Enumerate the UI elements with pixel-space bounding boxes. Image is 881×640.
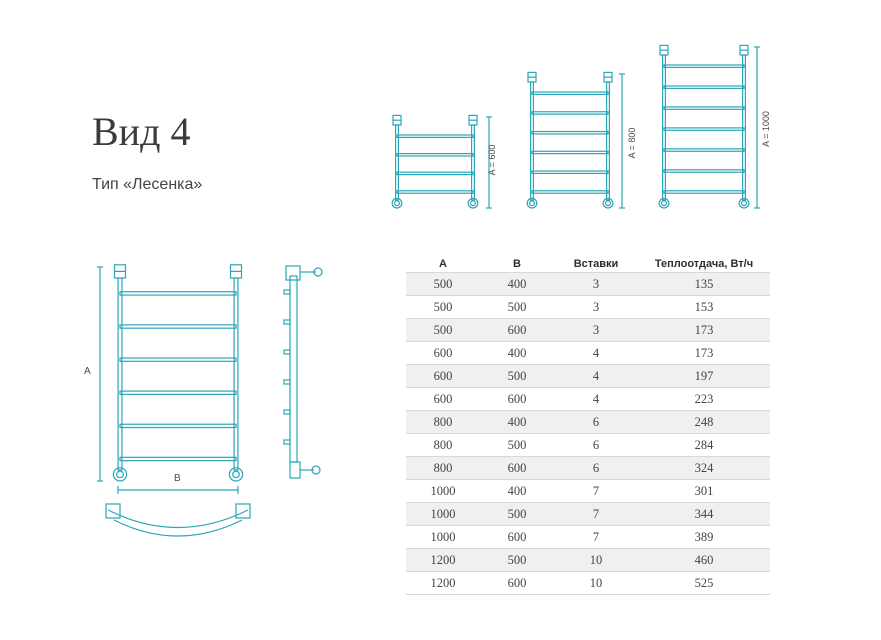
cell-heat-output: 135 — [638, 273, 770, 296]
cell-heat-output: 197 — [638, 365, 770, 388]
cell-heat-output: 173 — [638, 342, 770, 365]
rail-post — [234, 278, 238, 470]
cell-inserts: 7 — [554, 526, 638, 549]
rail-rung — [664, 107, 744, 109]
cell-inserts: 7 — [554, 503, 638, 526]
bottom-fitting — [106, 504, 120, 518]
side-rung-stub — [284, 440, 290, 444]
cell-b: 600 — [480, 457, 554, 480]
cell-heat-output: 284 — [638, 434, 770, 457]
rail-rung — [532, 171, 608, 173]
cell-inserts: 4 — [554, 388, 638, 411]
dim-label-800: A = 800 — [627, 127, 637, 159]
table-row — [406, 411, 770, 434]
cell-a: 600 — [406, 388, 480, 411]
rail-rung — [664, 170, 744, 172]
cell-heat-output: 460 — [638, 549, 770, 572]
cell-inserts: 3 — [554, 273, 638, 296]
side-rung-stub — [284, 320, 290, 324]
cell-inserts: 7 — [554, 480, 638, 503]
rail-rung — [664, 86, 744, 88]
cell-b: 400 — [480, 273, 554, 296]
table-row — [406, 434, 770, 457]
dim-label-600: A = 600 — [487, 144, 497, 176]
side-bottom — [290, 462, 300, 478]
rail-rung — [120, 457, 236, 460]
rail-rung — [532, 132, 608, 134]
table-row — [406, 549, 770, 572]
rail-rung — [397, 172, 473, 174]
cell-a: 500 — [406, 273, 480, 296]
cell-b: 500 — [480, 365, 554, 388]
side-rung-stub — [284, 410, 290, 414]
rail-rung — [664, 128, 744, 130]
rail-rung — [664, 191, 744, 193]
dim-label-a: A — [84, 366, 91, 377]
table-row — [406, 365, 770, 388]
cell-a: 600 — [406, 342, 480, 365]
rail-rung — [664, 65, 744, 67]
dim-label-b: B — [174, 473, 181, 484]
cell-b: 500 — [480, 296, 554, 319]
side-post — [290, 276, 297, 462]
cell-inserts: 6 — [554, 411, 638, 434]
cell-b: 600 — [480, 388, 554, 411]
cell-heat-output: 324 — [638, 457, 770, 480]
cell-a: 1200 — [406, 549, 480, 572]
cell-heat-output: 173 — [638, 319, 770, 342]
cell-b: 500 — [480, 434, 554, 457]
cell-b: 500 — [480, 503, 554, 526]
side-rung-stub — [284, 350, 290, 354]
cell-b: 600 — [480, 526, 554, 549]
cell-heat-output: 153 — [638, 296, 770, 319]
table-row — [406, 296, 770, 319]
side-cap — [286, 266, 300, 280]
table-row — [406, 388, 770, 411]
cell-b: 600 — [480, 319, 554, 342]
cell-b: 400 — [480, 342, 554, 365]
rail-rung — [532, 92, 608, 94]
rail-connector-inner — [530, 201, 535, 206]
cell-a: 1200 — [406, 572, 480, 595]
cell-inserts: 4 — [554, 365, 638, 388]
rail-rung — [664, 149, 744, 151]
rail-rung — [397, 154, 473, 156]
rail-connector-inner — [606, 201, 611, 206]
rail-post — [118, 278, 122, 470]
cell-inserts: 6 — [554, 434, 638, 457]
cell-heat-output: 223 — [638, 388, 770, 411]
table-row — [406, 457, 770, 480]
cell-a: 1000 — [406, 503, 480, 526]
header-inserts: Вставки — [573, 257, 619, 270]
cell-a: 800 — [406, 411, 480, 434]
rail-rung — [120, 292, 236, 295]
rail-rung — [120, 391, 236, 394]
rail-post — [531, 82, 534, 200]
rail-connector-inner — [233, 471, 240, 478]
cell-a: 600 — [406, 365, 480, 388]
dim-label-1000: A = 1000 — [761, 111, 771, 147]
cell-heat-output: 525 — [638, 572, 770, 595]
cell-b: 400 — [480, 411, 554, 434]
table-row — [406, 273, 770, 296]
rail-connector-inner — [395, 201, 400, 206]
cell-a: 500 — [406, 319, 480, 342]
cell-a: 500 — [406, 296, 480, 319]
rail-rung — [532, 112, 608, 114]
table-row — [406, 503, 770, 526]
rail-rung — [532, 151, 608, 153]
cell-inserts: 10 — [554, 572, 638, 595]
cell-inserts: 6 — [554, 457, 638, 480]
cell-b: 500 — [480, 549, 554, 572]
table-row — [406, 342, 770, 365]
cell-a: 800 — [406, 457, 480, 480]
rail-connector-inner — [662, 201, 667, 206]
spec-table — [406, 255, 770, 595]
rail-rung — [532, 191, 608, 193]
table-row — [406, 572, 770, 595]
rail-post — [607, 82, 610, 200]
table-row — [406, 319, 770, 342]
rail-rung — [120, 358, 236, 361]
cell-a: 1000 — [406, 480, 480, 503]
cell-inserts: 4 — [554, 342, 638, 365]
page-subtitle: Тип «Лесенка» — [92, 176, 203, 193]
side-rung-stub — [284, 380, 290, 384]
cell-inserts: 10 — [554, 549, 638, 572]
rail-rung — [120, 424, 236, 427]
header-a: A — [439, 257, 447, 270]
rail-rung — [120, 325, 236, 328]
rail-rung — [397, 191, 473, 193]
cell-heat-output: 389 — [638, 526, 770, 549]
table-row — [406, 526, 770, 549]
table-row — [406, 480, 770, 503]
cell-inserts: 3 — [554, 319, 638, 342]
cell-heat-output: 301 — [638, 480, 770, 503]
table-header-row — [406, 255, 770, 273]
bottom-curve — [108, 510, 248, 528]
header-b: B — [513, 257, 521, 270]
cell-heat-output: 248 — [638, 411, 770, 434]
rail-connector-inner — [471, 201, 476, 206]
rail-rung — [397, 135, 473, 137]
cell-b: 400 — [480, 480, 554, 503]
cell-heat-output: 344 — [638, 503, 770, 526]
cell-a: 1000 — [406, 526, 480, 549]
bottom-fitting — [236, 504, 250, 518]
rail-connector-inner — [742, 201, 747, 206]
side-rung-stub — [284, 290, 290, 294]
cell-b: 600 — [480, 572, 554, 595]
page-title: Вид 4 — [92, 109, 191, 154]
cell-a: 800 — [406, 434, 480, 457]
cell-inserts: 3 — [554, 296, 638, 319]
header-heat-output: Теплоотдача, Вт/ч — [654, 257, 754, 270]
rail-connector-inner — [117, 471, 124, 478]
